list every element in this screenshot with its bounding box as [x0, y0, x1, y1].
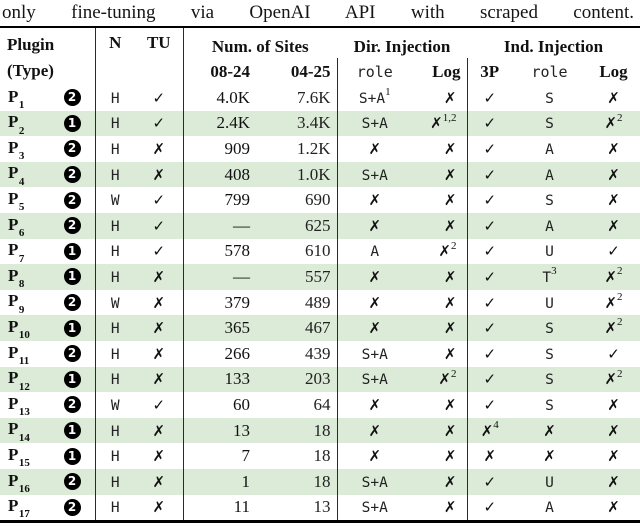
- dir-role-cell: ✗: [337, 315, 412, 341]
- tu-cell: ✗: [152, 344, 166, 363]
- header-ind-log: Log: [599, 61, 628, 81]
- ind-log-cell: ✗: [607, 472, 620, 491]
- sites-0824-cell: 2.4K: [183, 111, 256, 137]
- ind-log-cell: ✗: [607, 421, 620, 440]
- type-badge: 2: [64, 217, 81, 234]
- sites-0824-cell: 379: [183, 290, 256, 316]
- tu-cell: ✓: [152, 88, 166, 107]
- ind-3p-cell: ✓: [467, 315, 512, 341]
- sites-0824-cell: 408: [183, 162, 256, 188]
- plugin-name: $P_{13}$: [8, 393, 30, 418]
- table-row: [0, 418, 640, 444]
- header-plugin-type: [0, 27, 95, 85]
- dir-log-cell: ✗: [443, 498, 457, 517]
- dir-role-cell: S+A: [337, 367, 412, 393]
- tu-cell: ✓: [152, 242, 166, 261]
- header-plugin-line1: Plugin: [7, 35, 55, 54]
- sites-0824-cell: 799: [183, 187, 256, 213]
- table-row: [0, 392, 640, 418]
- header-plugin-line2: (Type): [7, 61, 54, 80]
- header-dir-injection: Dir. Injection: [353, 37, 451, 56]
- type-badge: 1: [64, 371, 81, 388]
- sites-0425-cell: 13: [313, 497, 331, 517]
- n-cell: H: [95, 111, 135, 137]
- sites-0824-cell: 365: [183, 315, 256, 341]
- sites-0824-cell: —: [183, 213, 256, 239]
- dir-role-cell: S+A: [337, 162, 412, 188]
- plugin-cell: [0, 290, 95, 316]
- type-badge: 2: [64, 192, 81, 209]
- sites-0425-cell: 690: [305, 190, 331, 210]
- table-row: [0, 341, 640, 367]
- ind-log-cell: ✗: [607, 88, 620, 107]
- ind-3p-cell: ✓: [467, 469, 512, 495]
- ind-role-cell: A: [545, 141, 554, 158]
- tu-cell: ✓: [152, 395, 166, 414]
- ind-role-cell: U: [545, 244, 554, 261]
- dir-role-cell: $S+A^1$: [337, 85, 412, 111]
- sites-0425-cell: 18: [313, 420, 331, 440]
- ind-log-cell: ✗$^2$: [604, 290, 623, 312]
- dir-role-cell: ✗: [337, 392, 412, 418]
- n-cell: H: [95, 469, 135, 495]
- plugin-name: $P_9$: [8, 291, 25, 316]
- table-row: [0, 85, 640, 111]
- plugin-name: $P_{17}$: [8, 496, 30, 521]
- table-row: [0, 187, 640, 213]
- type-badge: 2: [64, 473, 81, 490]
- table-row: [0, 239, 640, 265]
- dir-log-cell: ✗: [443, 395, 457, 414]
- table-row: [0, 136, 640, 162]
- sites-0425-cell: 439: [305, 343, 331, 363]
- plugin-name: $P_5$: [8, 188, 25, 213]
- plugin-name: $P_4$: [8, 163, 25, 188]
- ind-role-cell: A: [545, 167, 554, 184]
- plugin-cell: [0, 315, 95, 341]
- plugin-name: $P_3$: [8, 137, 25, 162]
- ind-role-cell: S: [545, 193, 554, 210]
- plugin-name: $P_{12}$: [8, 368, 30, 393]
- ind-role-cell: A: [545, 218, 554, 235]
- header-sites-0824: 08-24: [183, 58, 256, 85]
- type-badge: 2: [64, 140, 81, 157]
- plugin-cell: [0, 264, 95, 290]
- dir-log-cell: ✗: [443, 472, 457, 491]
- sites-0425-cell: 18: [313, 446, 331, 466]
- ind-3p-cell: ✓: [467, 213, 512, 239]
- sites-0824-cell: —: [183, 264, 256, 290]
- dir-log-cell: ✗$^2$: [438, 239, 457, 261]
- ind-3p-cell: ✓: [467, 264, 512, 290]
- header-tu: TU: [146, 33, 171, 52]
- header-ind-role: role: [531, 62, 568, 81]
- header-num-of-sites: Num. of Sites: [183, 27, 337, 58]
- tu-cell: ✗: [152, 293, 166, 312]
- ind-role-cell: A: [545, 500, 554, 517]
- type-badge: 1: [64, 320, 81, 337]
- plugin-cell: [0, 239, 95, 265]
- tu-cell: ✓: [152, 191, 166, 210]
- tu-cell: ✗: [152, 472, 166, 491]
- header-ind-3p: 3P: [467, 58, 512, 85]
- header-n: N: [95, 27, 135, 85]
- dir-log-cell: ✗: [443, 293, 457, 312]
- sites-0425-cell: 7.6K: [296, 87, 331, 107]
- sites-0824-cell: 11: [183, 495, 256, 522]
- n-cell: H: [95, 367, 135, 393]
- sites-0425-cell: 1.2K: [296, 138, 331, 158]
- table-row: [0, 264, 640, 290]
- dir-log-cell: ✗: [443, 139, 457, 158]
- dir-role-cell: ✗: [337, 290, 412, 316]
- plugin-name: $P_{15}$: [8, 444, 30, 469]
- ind-role-cell: S: [545, 321, 554, 338]
- plugin-name: $P_{16}$: [8, 470, 30, 495]
- dir-log-cell: ✗: [443, 88, 457, 107]
- table-row: [0, 495, 640, 522]
- type-badge: 1: [64, 422, 81, 439]
- dir-role-cell: ✗: [337, 213, 412, 239]
- header-dir-role: role: [337, 58, 412, 85]
- ind-3p-cell: ✓: [467, 290, 512, 316]
- tu-cell: ✓: [152, 114, 166, 133]
- sites-0425-cell: 467: [305, 318, 331, 338]
- n-cell: H: [95, 495, 135, 522]
- dir-log-cell: ✗: [443, 344, 457, 363]
- ind-3p-cell: ✗$^4$: [467, 418, 512, 444]
- plugin-cell: [0, 162, 95, 188]
- sites-0824-cell: 1: [183, 469, 256, 495]
- dir-role-cell: S+A: [337, 495, 412, 522]
- plugin-name: $P_2$: [8, 112, 25, 137]
- n-cell: H: [95, 315, 135, 341]
- sites-0425-cell: 203: [305, 369, 331, 389]
- sites-0824-cell: 133: [183, 367, 256, 393]
- plugin-name: $P_{10}$: [8, 316, 30, 341]
- header-ind-injection: Ind. Injection: [503, 37, 604, 56]
- ind-log-cell: ✗$^2$: [604, 111, 623, 133]
- sites-0425-cell: 610: [305, 241, 331, 261]
- ind-log-cell: ✗: [607, 395, 620, 414]
- sites-0824-cell: 909: [183, 136, 256, 162]
- dir-log-cell: ✗: [443, 191, 457, 210]
- table-row: [0, 162, 640, 188]
- ind-log-cell: ✗: [607, 447, 620, 466]
- tu-cell: ✗: [152, 498, 166, 517]
- table-row: [0, 469, 640, 495]
- sites-0824-cell: 13: [183, 418, 256, 444]
- n-cell: H: [95, 443, 135, 469]
- ind-role-cell: S: [545, 346, 554, 363]
- plugin-name: $P_{14}$: [8, 419, 30, 444]
- ind-3p-cell: ✓: [467, 111, 512, 137]
- ind-log-cell: ✗: [607, 498, 620, 517]
- type-badge: 2: [64, 294, 81, 311]
- n-cell: H: [95, 264, 135, 290]
- tu-cell: ✗: [152, 165, 166, 184]
- ind-3p-cell: ✓: [467, 162, 512, 188]
- ind-role-cell: U: [545, 295, 554, 312]
- dir-role-cell: ✗: [337, 418, 412, 444]
- dir-role-cell: S+A: [337, 469, 412, 495]
- table-body: [0, 85, 640, 522]
- ind-log-cell: ✓: [607, 344, 620, 363]
- plugin-cell: [0, 495, 95, 521]
- sites-0824-cell: 578: [183, 239, 256, 265]
- type-badge: 1: [64, 448, 81, 465]
- plugin-cell: [0, 367, 95, 393]
- plugin-cell: [0, 136, 95, 162]
- ind-log-cell: ✗: [607, 191, 620, 210]
- plugin-cell: [0, 111, 95, 137]
- plugin-name: $P_7$: [8, 240, 25, 265]
- n-cell: W: [95, 290, 135, 316]
- tu-cell: ✗: [152, 421, 166, 440]
- n-cell: H: [95, 85, 135, 111]
- plugin-name: $P_8$: [8, 265, 25, 290]
- dir-log-cell: ✗$^{1,2}$: [430, 111, 457, 133]
- dir-log-cell: ✗: [443, 267, 457, 286]
- n-cell: W: [95, 392, 135, 418]
- ind-3p-cell: ✓: [467, 239, 512, 265]
- n-cell: H: [95, 418, 135, 444]
- table-row: [0, 443, 640, 469]
- sites-0824-cell: 60: [183, 392, 256, 418]
- sites-0425-cell: 3.4K: [296, 113, 331, 133]
- ind-3p-cell: ✗: [467, 443, 512, 469]
- plugin-name: $P_6$: [8, 214, 25, 239]
- ind-log-cell: ✗: [607, 139, 620, 158]
- table-caption: only fine-tuning via OpenAI API with scraped content.: [2, 2, 634, 23]
- ind-role-cell: ✗: [543, 447, 556, 466]
- ind-3p-cell: ✓: [467, 187, 512, 213]
- plugin-cell: [0, 443, 95, 469]
- sites-0425-cell: 18: [313, 471, 331, 491]
- ind-3p-cell: ✓: [467, 495, 512, 522]
- dir-role-cell: A: [337, 239, 412, 265]
- table-row: [0, 213, 640, 239]
- type-badge: 2: [64, 345, 81, 362]
- plugin-cell: [0, 85, 95, 111]
- table-row: [0, 111, 640, 137]
- dir-role-cell: ✗: [337, 136, 412, 162]
- tu-cell: ✗: [152, 319, 166, 338]
- ind-log-cell: ✗$^2$: [604, 316, 623, 338]
- type-badge: 2: [64, 166, 81, 183]
- ind-3p-cell: ✓: [467, 341, 512, 367]
- tu-cell: ✗: [152, 139, 166, 158]
- ind-role-cell: S: [545, 397, 554, 414]
- type-badge: 2: [64, 89, 81, 106]
- ind-role-cell: $T^3$: [542, 265, 557, 286]
- plugin-cell: [0, 418, 95, 444]
- table-row: [0, 290, 640, 316]
- ind-log-cell: ✗: [607, 165, 620, 184]
- plugin-analysis-table: [0, 26, 640, 523]
- dir-log-cell: ✗: [443, 216, 457, 235]
- ind-role-cell: ✗: [543, 421, 556, 440]
- dir-role-cell: S+A: [337, 111, 412, 137]
- plugin-cell: [0, 341, 95, 367]
- dir-role-cell: S+A: [337, 341, 412, 367]
- plugin-name: $P_1$: [8, 86, 25, 111]
- sites-0425-cell: 625: [305, 215, 331, 235]
- type-badge: 2: [64, 499, 81, 516]
- dir-log-cell: ✗: [443, 421, 457, 440]
- header-sites-0425: 04-25: [290, 61, 331, 81]
- n-cell: H: [95, 136, 135, 162]
- type-badge: 1: [64, 268, 81, 285]
- sites-0425-cell: 64: [313, 394, 331, 414]
- ind-3p-cell: ✓: [467, 85, 512, 111]
- tu-cell: ✗: [152, 447, 166, 466]
- plugin-cell: [0, 187, 95, 213]
- sites-0425-cell: 557: [305, 266, 331, 286]
- dir-log-cell: ✗$^2$: [438, 367, 457, 389]
- sites-0425-cell: 1.0K: [296, 164, 331, 184]
- ind-role-cell: S: [545, 90, 554, 107]
- tu-cell: ✓: [152, 216, 166, 235]
- type-badge: 2: [64, 396, 81, 413]
- type-badge: 1: [64, 243, 81, 260]
- ind-log-cell: ✗$^2$: [604, 367, 623, 389]
- ind-3p-cell: ✓: [467, 367, 512, 393]
- table-header: [0, 27, 640, 85]
- tu-cell: ✗: [152, 267, 166, 286]
- ind-log-cell: ✓: [607, 242, 620, 261]
- plugin-cell: [0, 469, 95, 495]
- dir-log-cell: ✗: [443, 319, 457, 338]
- sites-0425-cell: 489: [305, 292, 331, 312]
- plugin-name: $P_{11}$: [8, 342, 30, 367]
- dir-log-cell: ✗: [443, 165, 457, 184]
- ind-role-cell: S: [545, 116, 554, 133]
- n-cell: H: [95, 213, 135, 239]
- table-row: [0, 315, 640, 341]
- ind-3p-cell: ✓: [467, 136, 512, 162]
- ind-3p-cell: ✓: [467, 392, 512, 418]
- dir-role-cell: ✗: [337, 443, 412, 469]
- n-cell: W: [95, 187, 135, 213]
- n-cell: H: [95, 341, 135, 367]
- n-cell: H: [95, 239, 135, 265]
- sites-0824-cell: 4.0K: [183, 85, 256, 111]
- table-row: [0, 367, 640, 393]
- plugin-cell: [0, 392, 95, 418]
- n-cell: H: [95, 162, 135, 188]
- type-badge: 1: [64, 115, 81, 132]
- sites-0824-cell: 7: [183, 443, 256, 469]
- sites-0824-cell: 266: [183, 341, 256, 367]
- plugin-cell: [0, 213, 95, 239]
- dir-role-cell: ✗: [337, 187, 412, 213]
- ind-log-cell: ✗: [607, 216, 620, 235]
- ind-log-cell: ✗$^2$: [604, 265, 623, 286]
- dir-role-cell: ✗: [337, 264, 412, 290]
- dir-log-cell: ✗: [443, 447, 457, 466]
- ind-role-cell: S: [545, 372, 554, 389]
- tu-cell: ✗: [152, 370, 166, 389]
- ind-role-cell: U: [545, 474, 554, 491]
- header-dir-log: Log: [432, 61, 461, 81]
